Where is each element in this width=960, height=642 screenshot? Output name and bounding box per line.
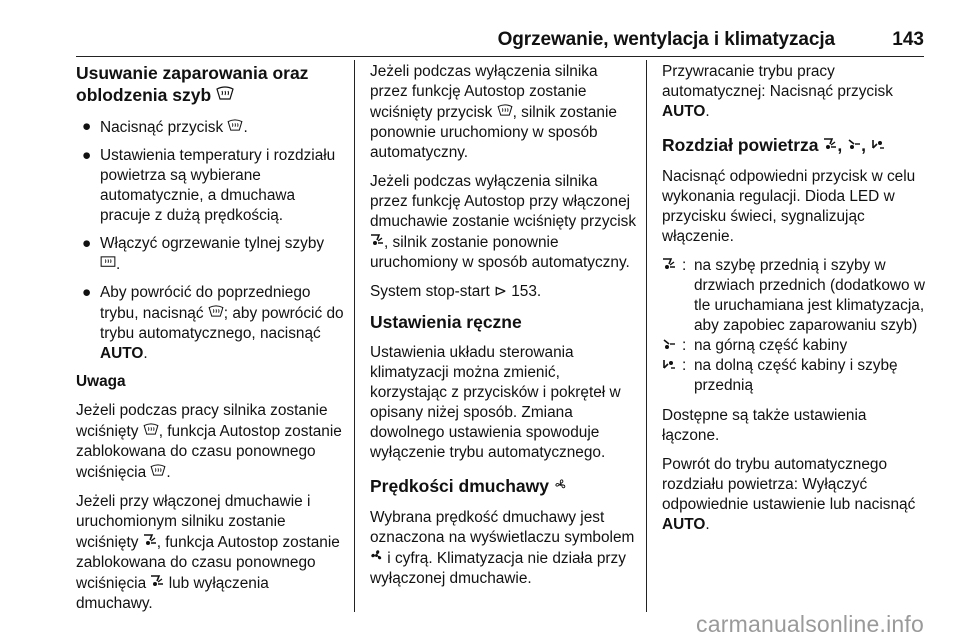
list-item: ● Włączyć ogrzewanie tylnej szyby . [82,235,325,273]
air-upper-icon [662,336,682,356]
section-heading-defrost: Usuwanie zaparowania oraz oblodzenia szyb [76,63,309,105]
paragraph: Wybrana prędkość dmuchawy jest oznaczona na wyświetlaczu symbolem i cyfrą. Klimatyzacja nie działa przy wyłączonej dmuchawie. [370,509,635,587]
windshield-defrost-icon [208,303,224,323]
page-header [0,0,960,62]
paragraph: Przywracanie trybu pracy automatycznej: Nacisnąć przycisk AUTO. [662,63,893,120]
column-1 [76,62,344,623]
column-2 [370,62,636,598]
windshield-defrost-icon [497,102,513,122]
air-lower-icon [871,135,885,157]
paragraph: Jeżeli podczas wyłączenia silnika przez funkcję Autostop zostanie wciśnięty przycisk , silnik zostanie ponownie uruchomiony w sposób automatyczny. [370,63,617,161]
air-windshield-icon [662,256,682,336]
column-divider-1 [354,60,355,612]
section-heading-air-distribution: Rozdział powietrza , , [662,134,928,157]
windshield-defrost-icon [216,85,234,107]
air-windshield-icon [370,232,384,252]
header-rule [76,56,924,57]
air-windshield-icon [143,532,157,552]
air-upper-icon [847,135,861,157]
paragraph: Powrót do trybu automatycznego rozdziału powietrza: Wyłączyć odpowiednie ustawienie lub nacisnąć AUTO. [662,456,916,533]
page-number: 143 [892,29,924,50]
note-title: Uwaga [76,373,126,390]
definition-row: : na szybę przednią i szyby w drzwiach przednich (dodatkowo w tle uruchamiana jest klimatyzacja, aby zapobiec zaparowaniu szyb) [662,256,928,336]
list-item: ● Aby powrócić do poprzedniego trybu, nacisnąć ; aby powrócić do trybu automatycznego, nacisnąć AUTO. [82,284,344,362]
paragraph: Jeżeli podczas wyłączenia silnika przez funkcję Autostop przy włączonej dmuchawie zostanie wciśnięty przycisk , silnik zostanie ponownie uruchomiony w sposób automatyczny. [370,173,637,271]
column-divider-2 [646,60,647,612]
air-windshield-icon [150,573,164,593]
watermark: carmanualsonline.info [696,611,924,637]
windshield-defrost-icon [227,117,243,137]
fan-icon [554,476,567,498]
rear-defrost-icon [100,254,116,274]
section-heading-manual: Ustawienia ręczne [370,312,522,332]
fan-icon [370,548,383,568]
paragraph: Nacisnąć odpowiedni przycisk w celu wykonania regulacji. Dioda LED w przycisku świeci, sygnalizując włączenie. [662,168,916,245]
note-paragraph: Jeżeli przy włączonej dmuchawie i uruchomionym silniku zostanie wciśnięty , funkcja Autostop zostanie zablokowana do czasu ponownego wciśnięcia lub wyłączenia dmuchawy. [76,493,340,612]
air-windshield-icon [823,135,837,157]
note-paragraph: Jeżeli podczas pracy silnika zostanie wciśnięty , funkcja Autostop zostanie zablokowana do czasu ponownego wciśnięcia . [76,402,342,481]
section-heading-fan: Prędkości dmuchawy [370,475,636,498]
list-item: ● Ustawienia temperatury i rozdziału powietrza są wybierane automatycznie, a dmuchawa pracuje z dużą prędkością. [82,147,336,224]
definition-row: : na dolną część kabiny i szybę przednią [662,356,928,396]
page-ref-arrow-icon: ⊳ [494,283,507,300]
paragraph: Ustawienia układu sterowania klimatyzacji można zmienić, korzystając z przycisków i pokręteł w opisany niżej sposób. Zmiana dowolnego ustawienia spowoduje wyłączenie trybu automatycznego. [370,344,621,461]
page-title: Ogrzewanie, wentylacja i klimatyzacja [497,29,835,50]
air-lower-icon [662,356,682,396]
paragraph: Dostępne są także ustawienia łączone. [662,407,867,444]
definition-row: : na górną część kabiny [662,336,928,356]
column-3 [662,62,928,544]
windshield-defrost-icon [143,421,159,441]
cross-reference[interactable]: System stop-start ⊳ 153. [370,283,542,300]
list-item: ● Nacisnąć przycisk . [82,118,248,136]
windshield-defrost-icon [150,462,166,482]
